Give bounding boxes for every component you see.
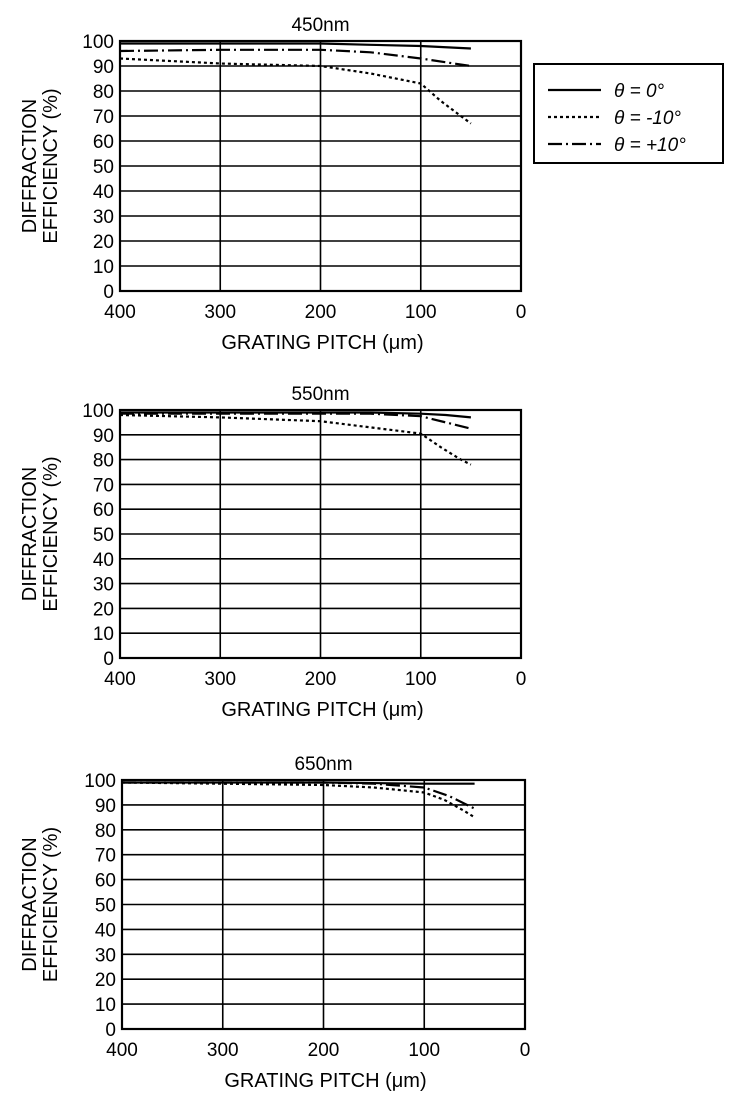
chart-title: 650nm xyxy=(294,754,353,775)
x-tick-label: 400 xyxy=(104,302,136,323)
y-axis-label: EFFICIENCY (%) xyxy=(40,88,62,244)
chart-title: 550nm xyxy=(291,384,350,405)
chart-title: 450nm xyxy=(291,15,350,36)
chart-panel-650nm xyxy=(19,754,530,1092)
x-tick-label: 300 xyxy=(204,302,237,323)
y-axis-label: EFFICIENCY (%) xyxy=(40,826,62,983)
chart-panel-450nm xyxy=(19,15,526,354)
y-tick-label: 70 xyxy=(92,107,114,128)
y-tick-label: 40 xyxy=(92,549,114,571)
series-line-solid xyxy=(120,44,471,49)
y-tick-label: 60 xyxy=(92,132,114,153)
y-tick-label: 50 xyxy=(92,525,114,546)
y-tick-label: 10 xyxy=(92,624,114,646)
series-line-dashdot xyxy=(120,50,471,66)
y-tick-label: 100 xyxy=(82,32,114,53)
x-tick-label: 100 xyxy=(404,669,437,690)
y-axis-label: EFFICIENCY (%) xyxy=(40,456,62,612)
x-tick-label: 200 xyxy=(304,302,337,323)
y-tick-label: 0 xyxy=(105,1020,116,1041)
x-tick-label: 400 xyxy=(104,669,136,690)
y-tick-label: 10 xyxy=(94,995,116,1017)
y-tick-label: 50 xyxy=(94,895,116,917)
y-tick-label: 90 xyxy=(92,425,114,447)
x-tick-label: 300 xyxy=(206,1040,239,1061)
x-tick-label: 0 xyxy=(515,302,527,323)
y-tick-label: 80 xyxy=(92,450,114,472)
y-tick-label: 60 xyxy=(92,500,114,522)
x-tick-label: 100 xyxy=(404,302,437,323)
y-tick-label: 70 xyxy=(94,845,116,867)
y-tick-label: 90 xyxy=(92,57,114,78)
x-axis-label: GRATING PITCH (μm) xyxy=(224,1070,427,1092)
y-tick-label: 40 xyxy=(92,182,114,203)
y-tick-label: 0 xyxy=(103,282,114,303)
x-tick-label: 100 xyxy=(408,1040,441,1061)
y-tick-label: 40 xyxy=(94,920,116,942)
y-tick-label: 50 xyxy=(92,157,114,178)
y-tick-label: 60 xyxy=(94,870,116,892)
y-axis-label: DIFFRACTION xyxy=(19,837,41,972)
x-tick-label: 0 xyxy=(519,1040,531,1061)
y-tick-label: 30 xyxy=(92,207,114,228)
y-tick-label: 20 xyxy=(92,232,114,253)
y-tick-label: 70 xyxy=(92,475,114,497)
x-tick-label: 200 xyxy=(304,669,337,690)
y-tick-label: 80 xyxy=(94,820,116,842)
legend-label: θ = +10° xyxy=(614,135,686,156)
y-tick-label: 30 xyxy=(92,574,114,596)
legend-label: θ = -10° xyxy=(614,108,682,129)
y-tick-label: 100 xyxy=(82,401,114,422)
x-axis-label: GRATING PITCH (μm) xyxy=(221,332,424,354)
x-tick-label: 400 xyxy=(106,1040,138,1061)
series-line-dotted xyxy=(120,415,471,465)
y-tick-label: 90 xyxy=(94,795,116,817)
y-tick-label: 20 xyxy=(94,970,116,992)
y-tick-label: 10 xyxy=(92,257,114,278)
x-tick-label: 300 xyxy=(204,669,237,690)
x-tick-label: 0 xyxy=(515,669,527,690)
x-axis-label: GRATING PITCH (μm) xyxy=(221,699,424,721)
y-axis-label: DIFFRACTION xyxy=(19,466,41,602)
y-tick-label: 30 xyxy=(94,945,116,967)
y-axis-label: DIFFRACTION xyxy=(19,98,41,234)
chart-panel-550nm xyxy=(19,384,526,721)
legend-label: θ = 0° xyxy=(614,81,665,102)
y-tick-label: 20 xyxy=(92,599,114,621)
legend xyxy=(534,64,723,163)
y-tick-label: 80 xyxy=(92,82,114,103)
x-tick-label: 200 xyxy=(307,1040,340,1061)
y-tick-label: 100 xyxy=(84,771,116,792)
y-tick-label: 0 xyxy=(103,649,114,670)
